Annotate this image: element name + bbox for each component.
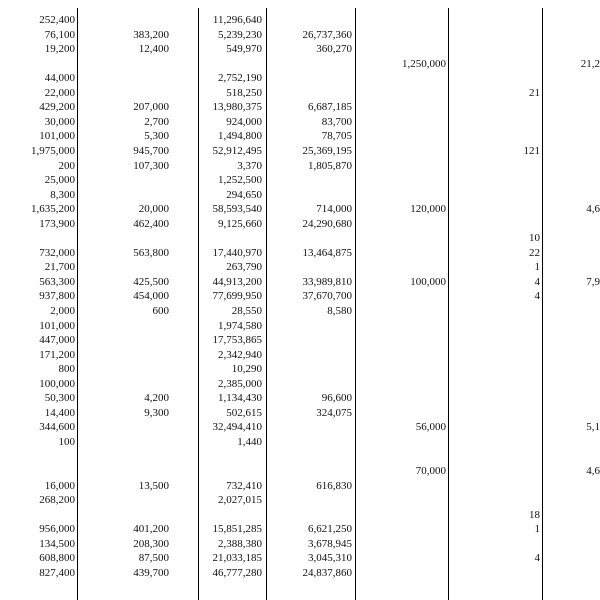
table-cell: 87,500	[138, 552, 169, 565]
table-row	[0, 333, 600, 347]
table-cell: 6,621,250	[308, 523, 352, 536]
table-cell: 462,400	[133, 217, 169, 230]
table-cell: 1	[534, 261, 540, 274]
table-cell: 28,550	[231, 305, 262, 317]
table-cell: 56,000	[415, 421, 446, 434]
table-row	[0, 188, 600, 202]
table-cell: 22,000	[44, 86, 75, 99]
table-cell: 5,1	[586, 421, 600, 434]
table-row	[0, 551, 600, 565]
table-cell: 24,290,680	[302, 217, 352, 230]
table-cell: 44,000	[44, 72, 75, 85]
table-row	[0, 173, 600, 187]
table-cell: 1,494,800	[218, 130, 262, 143]
table-cell: 207,000	[133, 101, 169, 114]
table-cell: 13,464,875	[302, 246, 352, 259]
table-cell: 107,300	[133, 159, 169, 172]
table-cell: 956,000	[39, 523, 75, 536]
table-row	[0, 406, 600, 420]
table-cell: 15,851,285	[212, 523, 262, 536]
table-cell: 502,615	[226, 406, 262, 419]
table-cell: 324,075	[316, 406, 352, 419]
table-cell: 26,737,360	[302, 28, 352, 41]
table-cell: 1,975,000	[31, 144, 75, 157]
table-cell: 21,2	[580, 57, 600, 70]
table-row	[0, 71, 600, 85]
table-cell: 52,912,495	[212, 144, 262, 157]
table-cell: 46,777,280	[212, 566, 262, 579]
table-cell: 937,800	[39, 290, 75, 303]
table-row	[0, 450, 600, 464]
table-cell: 3,678,945	[308, 537, 352, 550]
table-cell: 200	[58, 159, 75, 172]
table-cell: 134,500	[39, 537, 75, 550]
table-row	[0, 420, 600, 434]
table-row	[0, 362, 600, 376]
table-cell: 518,250	[226, 86, 262, 99]
table-cell: 4	[534, 552, 540, 565]
table-row	[0, 348, 600, 362]
table-cell: 32,494,410	[212, 421, 262, 434]
table-cell: 208,300	[133, 537, 169, 550]
table-cell: 924,000	[226, 115, 262, 128]
table-cell: 70,000	[415, 465, 446, 478]
table-cell: 12,400	[138, 43, 169, 56]
table-cell: 30,000	[44, 115, 75, 128]
table-cell: 13,500	[138, 479, 169, 492]
table-cell: 22	[529, 246, 540, 259]
table-row	[0, 86, 600, 100]
table-row	[0, 319, 600, 333]
table-row	[0, 100, 600, 114]
table-cell: 96,600	[321, 392, 352, 405]
table-cell: 21	[529, 86, 540, 99]
table-cell: 10,290	[231, 363, 262, 376]
table-row	[0, 508, 600, 522]
table-cell: 5,300	[144, 130, 169, 143]
table-cell: 101,000	[39, 319, 75, 332]
table-row	[0, 275, 600, 289]
table-row	[0, 13, 600, 27]
table-row	[0, 493, 600, 507]
table-cell: 563,300	[39, 275, 75, 288]
table-cell: 18	[529, 508, 540, 521]
table-cell: 2,027,015	[218, 494, 262, 507]
table-cell: 100	[58, 435, 75, 448]
table-cell: 1,805,870	[308, 159, 352, 172]
table-cell: 20,000	[138, 203, 169, 216]
table-cell: 9,300	[144, 406, 169, 419]
table-cell: 1,440	[237, 435, 262, 448]
table-cell: 2,388,380	[218, 537, 262, 550]
table-cell: 21,700	[44, 261, 75, 274]
table-row	[0, 435, 600, 449]
table-cell: 401,200	[133, 523, 169, 536]
table-cell: 1,635,200	[31, 203, 75, 216]
table-cell: 429,200	[39, 101, 75, 114]
table-cell: 714,000	[316, 203, 352, 216]
table-row	[0, 144, 600, 158]
table-cell: 616,830	[316, 479, 352, 492]
table-cell: 1,252,500	[218, 174, 262, 187]
table-cell: 120,000	[410, 203, 446, 216]
table-cell: 732,000	[39, 246, 75, 259]
table-cell: 383,200	[133, 28, 169, 41]
table-cell: 121	[523, 144, 540, 157]
table-cell: 4	[534, 290, 540, 303]
table-row	[0, 304, 600, 318]
table-cell: 5,239,230	[218, 28, 262, 41]
table-cell: 76,100	[44, 28, 75, 41]
table-cell: 3,045,310	[308, 552, 352, 565]
table-cell: 33,989,810	[302, 275, 352, 288]
table-row	[0, 377, 600, 391]
table-cell: 3,370	[237, 159, 262, 172]
table-cell: 37,670,700	[302, 290, 352, 303]
table-row	[0, 464, 600, 478]
table-cell: 6,687,185	[308, 101, 352, 114]
table-cell: 78,705	[321, 130, 352, 143]
table-cell: 263,790	[226, 261, 262, 274]
table-cell: 608,800	[39, 552, 75, 565]
table-cell: 16,000	[44, 479, 75, 492]
table-row	[0, 246, 600, 260]
table-row	[0, 115, 600, 129]
table-cell: 2,700	[144, 115, 169, 128]
table-cell: 2,752,190	[218, 72, 262, 85]
table-row	[0, 129, 600, 143]
table-cell: 58,593,540	[212, 203, 262, 216]
table-cell: 17,440,970	[212, 246, 262, 259]
table-cell: 77,699,950	[212, 290, 262, 303]
table-cell: 4	[534, 275, 540, 288]
table-row	[0, 231, 600, 245]
table-cell: 1,250,000	[402, 57, 446, 70]
table-row	[0, 566, 600, 580]
table-cell: 19,200	[44, 43, 75, 56]
table-row	[0, 391, 600, 405]
table-cell: 17,753,865	[212, 334, 262, 347]
table-row	[0, 217, 600, 231]
table-cell: 83,700	[321, 115, 352, 128]
table-cell: 14,400	[44, 406, 75, 419]
table-cell: 1,134,430	[218, 392, 262, 405]
table-cell: 294,650	[226, 188, 262, 201]
table-cell: 21,033,185	[212, 552, 262, 565]
table-cell: 1,974,580	[218, 319, 262, 332]
table-cell: 8,580	[327, 305, 352, 317]
table-cell: 44,913,200	[212, 275, 262, 288]
table-cell: 2,385,000	[218, 377, 262, 390]
table-cell: 100,000	[410, 275, 446, 288]
table-cell: 439,700	[133, 566, 169, 579]
table-cell: 50,300	[44, 392, 75, 405]
table-row	[0, 522, 600, 536]
table-cell: 827,400	[39, 566, 75, 579]
table-cell: 101,000	[39, 130, 75, 143]
table-cell: 252,400	[39, 14, 75, 26]
table-cell: 171,200	[39, 348, 75, 361]
table-cell: 563,800	[133, 246, 169, 259]
table-row	[0, 260, 600, 274]
table-cell: 600	[152, 305, 169, 317]
table-cell: 732,410	[226, 479, 262, 492]
table-cell: 2,000	[50, 305, 75, 317]
table-row	[0, 202, 600, 216]
table-cell: 7,9	[586, 275, 600, 288]
table-cell: 9,125,660	[218, 217, 262, 230]
table-cell: 173,900	[39, 217, 75, 230]
table-cell: 425,500	[133, 275, 169, 288]
table-cell: 24,837,860	[302, 566, 352, 579]
table-cell: 10	[529, 232, 540, 245]
table-row	[0, 57, 600, 71]
table-cell: 268,200	[39, 494, 75, 507]
table-cell: 13,980,375	[212, 101, 262, 114]
table-cell: 800	[58, 363, 75, 376]
table-cell: 100,000	[39, 377, 75, 390]
table-cell: 4,6	[586, 465, 600, 478]
table-cell: 4,6	[586, 203, 600, 216]
table-cell: 344,600	[39, 421, 75, 434]
table-cell: 1	[534, 523, 540, 536]
table-cell: 11,296,640	[212, 14, 262, 26]
table-row	[0, 537, 600, 551]
table-cell: 25,000	[44, 174, 75, 187]
table-cell: 25,369,195	[302, 144, 352, 157]
table-row	[0, 479, 600, 493]
table-cell: 454,000	[133, 290, 169, 303]
table-row	[0, 28, 600, 42]
table-cell: 2,342,940	[218, 348, 262, 361]
table-row	[0, 289, 600, 303]
table-row	[0, 159, 600, 173]
table-cell: 8,300	[50, 188, 75, 201]
table-row	[0, 42, 600, 56]
table-cell: 447,000	[39, 334, 75, 347]
table-cell: 360,270	[316, 43, 352, 56]
table-cell: 4,200	[144, 392, 169, 405]
table-cell: 549,970	[226, 43, 262, 56]
table-cell: 945,700	[133, 144, 169, 157]
